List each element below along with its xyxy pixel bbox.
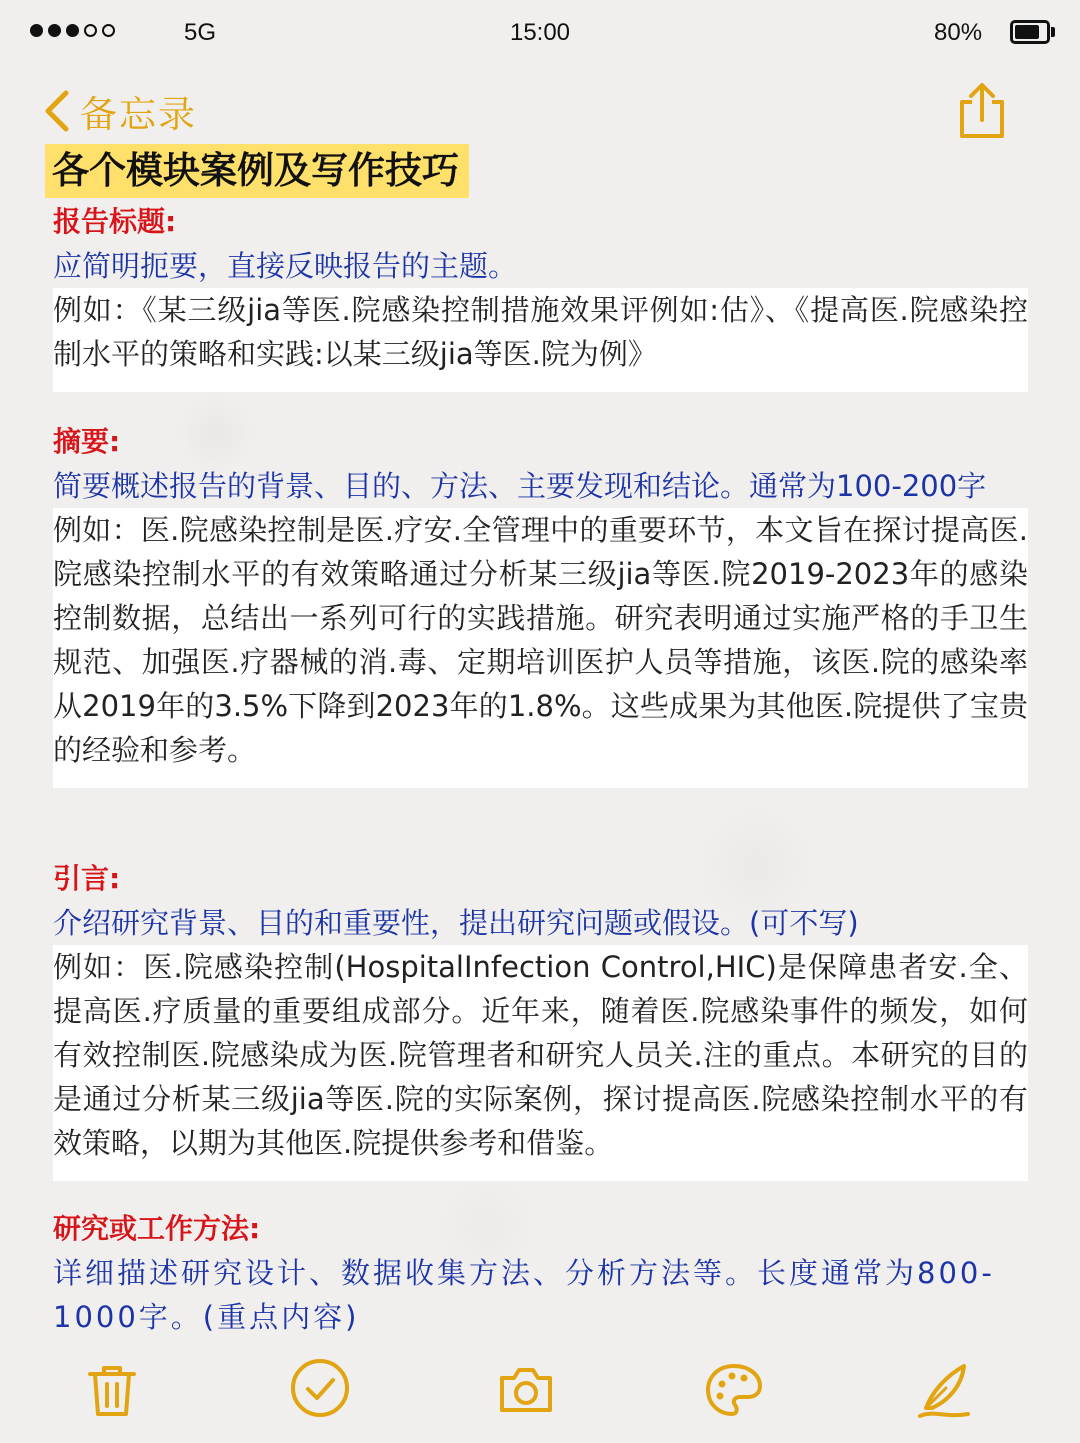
section-example: 例如：医.院感染控制是医.疗安.全管理中的重要环节，本文旨在探讨提高医.院感染控制水平的有效策略通过分析某三级jia等医.院2019-2023年的感染控制数据，总结出一系列可行的实践措施。研究表明通过实施严格的手卫生规范、加强医.疗器械的消.毒、定期培训医护人员等措施，该医.院的感染率从2019年的3.5%下降到2023年的1.8%。这些成果为其他医.院提供了宝贵的经验和参考。 — [53, 508, 1028, 788]
camera-icon[interactable] — [494, 1358, 558, 1422]
battery-percent: 80% — [934, 19, 983, 46]
trash-icon[interactable] — [80, 1358, 144, 1422]
section-description: 详细描述研究设计、数据收集方法、分析方法等。长度通常为800-1000字。(重点内容) — [53, 1256, 995, 1334]
compose-icon[interactable] — [912, 1358, 976, 1422]
bottom-toolbar — [0, 1350, 1080, 1430]
battery-icon — [1010, 20, 1056, 44]
section-description: 应简明扼要，直接反映报告的主题。 — [53, 249, 518, 283]
section-methods — [53, 1207, 1028, 1339]
section-heading: 报告标题: — [53, 205, 177, 238]
section-description: 简要概述报告的背景、目的、方法、主要发现和结论。通常为100-200字 — [53, 469, 987, 503]
section-example: 例如：医.院感染控制(HospitalInfection Control,HIC)是保障患者安.全、提高医.疗质量的重要组成部分。近年来，随着医.院感染事件的频发，如何有效控制医.院感染成为医.院管理者和研究人员关.注的重点。本研究的目的是通过分析某三级jia等医.院的实际案例，探讨提高医.院感染控制水平的有效策略，以期为其他医.院提供参考和借鉴。 — [53, 945, 1028, 1181]
status-bar — [0, 0, 1080, 66]
note-title: 各个模块案例及写作技巧 — [45, 144, 469, 198]
section-introduction — [53, 857, 1028, 1181]
section-heading: 摘要: — [53, 425, 121, 458]
chevron-left-icon — [40, 89, 74, 133]
share-icon[interactable] — [950, 80, 1014, 144]
section-heading: 引言: — [53, 862, 121, 895]
section-abstract — [53, 420, 1028, 788]
section-description: 介绍研究背景、目的和重要性，提出研究问题或假设。(可不写) — [53, 906, 859, 940]
network-type: 5G — [184, 19, 217, 46]
section-report-title — [53, 200, 1028, 392]
checklist-icon[interactable] — [288, 1356, 352, 1420]
section-heading: 研究或工作方法: — [53, 1212, 261, 1245]
back-button[interactable] — [40, 86, 197, 136]
back-label: 备忘录 — [80, 93, 197, 136]
section-example: 例如：《某三级jia等医.院感染控制措施效果评例如:估》、《提高医.院感染控制水平的策略和实践:以某三级jia等医.院为例》 — [53, 288, 1028, 392]
status-time: 15:00 — [509, 19, 571, 46]
palette-icon[interactable] — [702, 1358, 766, 1422]
